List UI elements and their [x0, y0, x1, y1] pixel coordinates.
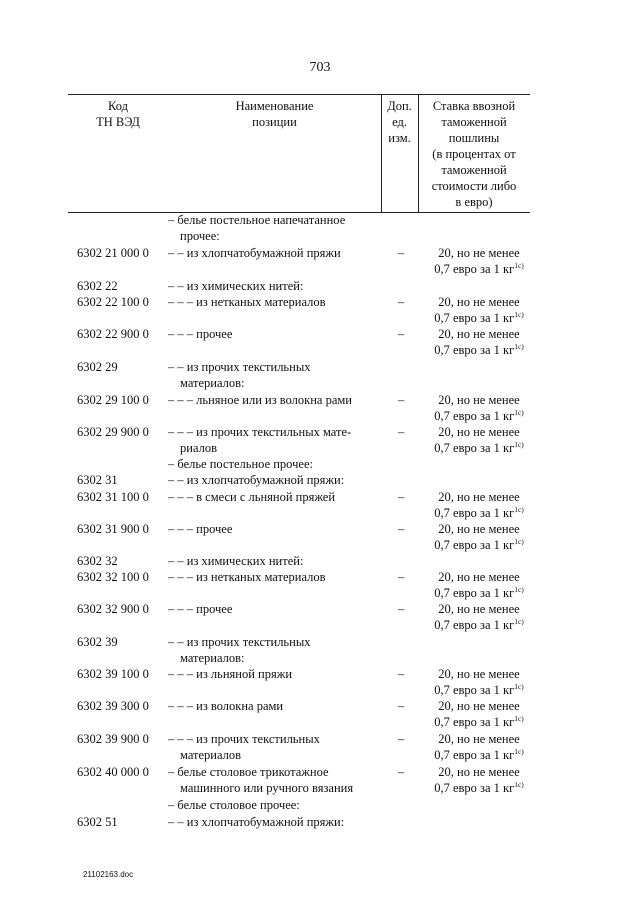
rate-footnote-mark: 1с)	[514, 341, 524, 351]
rate-line-2	[428, 714, 530, 730]
rate-line-2	[428, 505, 530, 521]
row-code: 6302 29	[77, 360, 118, 374]
row-description	[168, 359, 380, 391]
row-unit: –	[398, 570, 405, 584]
row-description-line: – – из химических нитей:	[168, 554, 304, 568]
row-description	[168, 797, 380, 813]
row-description-line: – – – из волокна рами	[168, 699, 284, 713]
header-rate-line: Ставка ввозной	[432, 99, 516, 113]
row-description-line: – – из прочих текстильных	[168, 635, 311, 649]
row-unit: –	[398, 765, 405, 779]
row-description-line: – белье столовое прочее:	[168, 798, 300, 812]
rate-footnote-mark: 1с)	[514, 584, 524, 594]
row-rate	[428, 245, 530, 277]
row-code: 6302 31 900 0	[77, 522, 149, 536]
row-rate	[428, 489, 530, 521]
header-unit-line: Доп.	[387, 99, 412, 113]
header-rate-line: таможенной	[441, 115, 507, 129]
row-description	[168, 764, 380, 796]
rate-amount: 0,7 евро за 1 кг	[434, 538, 515, 552]
header-unit	[381, 98, 418, 146]
row-code: 6302 29 900 0	[77, 425, 149, 439]
rate-line-1: 20, но не менее	[438, 522, 520, 536]
header-rate-line: стоимости либо	[431, 179, 517, 193]
rate-amount: 0,7 евро за 1 кг	[434, 506, 515, 520]
row-code: 6302 51	[77, 815, 118, 829]
rate-amount: 0,7 евро за 1 кг	[434, 262, 515, 276]
row-code: 6302 39 100 0	[77, 667, 149, 681]
row-description-line: – – – из прочих текстильных мате-	[168, 425, 352, 439]
row-rate	[428, 392, 530, 424]
row-rate	[428, 294, 530, 326]
rate-line-2	[428, 261, 530, 277]
row-code: 6302 32 100 0	[77, 570, 149, 584]
row-description-line: – – из хлопчатобумажной пряжи:	[168, 815, 345, 829]
header-unit-line: изм.	[388, 131, 411, 145]
header-rate-line: таможенной	[441, 163, 507, 177]
rate-footnote-mark: 1с)	[514, 779, 524, 789]
row-description-line: – – – в смеси с льняной пряжей	[168, 490, 336, 504]
row-code: 6302 22 100 0	[77, 295, 149, 309]
rate-line-1: 20, но не менее	[438, 295, 520, 309]
row-description-line: материалов:	[180, 651, 245, 665]
row-code: 6302 40 000 0	[77, 765, 149, 779]
row-code: 6302 39	[77, 635, 118, 649]
rate-amount: 0,7 евро за 1 кг	[434, 618, 515, 632]
rate-line-2	[428, 747, 530, 763]
rate-amount: 0,7 евро за 1 кг	[434, 409, 515, 423]
row-description-line: – – – льняное или из волокна рами	[168, 393, 352, 407]
row-description	[168, 731, 380, 763]
row-description-line: – – – из прочих текстильных	[168, 732, 320, 746]
header-name-line: позиции	[252, 115, 297, 129]
rate-footnote-mark: 1с)	[514, 681, 524, 691]
rate-line-2	[428, 585, 530, 601]
header-code-line: ТН ВЭД	[96, 115, 140, 129]
row-description-line: – – из химических нитей:	[168, 279, 304, 293]
rate-line-2	[428, 440, 530, 456]
row-code: 6302 39 900 0	[77, 732, 149, 746]
rate-line-2	[428, 537, 530, 553]
rate-footnote-mark: 1с)	[514, 536, 524, 546]
row-description	[168, 472, 380, 488]
row-description-line: – – – прочее	[168, 602, 233, 616]
row-description	[168, 424, 380, 456]
row-description	[168, 245, 380, 261]
row-rate	[428, 569, 530, 601]
rate-amount: 0,7 евро за 1 кг	[434, 748, 515, 762]
row-rate	[428, 764, 530, 796]
row-code: 6302 32 900 0	[77, 602, 149, 616]
row-description-line: материалов:	[180, 376, 245, 390]
rate-amount: 0,7 евро за 1 кг	[434, 683, 515, 697]
rate-amount: 0,7 евро за 1 кг	[434, 311, 515, 325]
row-description-line: – – из хлопчатобумажной пряжи:	[168, 473, 345, 487]
header-code	[68, 98, 168, 130]
row-description	[168, 521, 380, 537]
row-description-line: риалов	[180, 441, 217, 455]
rate-line-2	[428, 682, 530, 698]
row-description	[168, 698, 380, 714]
row-code: 6302 31 100 0	[77, 490, 149, 504]
rate-amount: 0,7 евро за 1 кг	[434, 586, 515, 600]
row-rate	[428, 521, 530, 553]
row-description	[168, 212, 380, 244]
row-rate	[428, 666, 530, 698]
rate-line-2	[428, 780, 530, 796]
rate-line-1: 20, но не менее	[438, 490, 520, 504]
rate-line-1: 20, но не менее	[438, 699, 520, 713]
rate-footnote-mark: 1с)	[514, 616, 524, 626]
row-code: 6302 22	[77, 279, 118, 293]
row-unit: –	[398, 667, 405, 681]
row-description	[168, 601, 380, 617]
row-unit: –	[398, 327, 405, 341]
rate-line-1: 20, но не менее	[438, 732, 520, 746]
row-description	[168, 326, 380, 342]
rate-line-1: 20, но не менее	[438, 667, 520, 681]
row-unit: –	[398, 425, 405, 439]
row-description	[168, 634, 380, 666]
rate-line-1: 20, но не менее	[438, 393, 520, 407]
row-description	[168, 456, 380, 472]
row-description-line: – белье постельное прочее:	[168, 457, 313, 471]
row-unit: –	[398, 246, 405, 260]
header-rate-line: пошлины	[448, 131, 500, 145]
row-description	[168, 278, 380, 294]
header-code-line: Код	[108, 99, 128, 113]
table-header	[68, 94, 530, 213]
row-rate	[428, 601, 530, 633]
row-unit: –	[398, 699, 405, 713]
row-rate	[428, 698, 530, 730]
rate-amount: 0,7 евро за 1 кг	[434, 441, 515, 455]
rate-footnote-mark: 1с)	[514, 713, 524, 723]
header-rate-line: в евро)	[455, 195, 493, 209]
rate-line-2	[428, 342, 530, 358]
row-unit: –	[398, 490, 405, 504]
rate-line-1: 20, но не менее	[438, 570, 520, 584]
rate-line-1: 20, но не менее	[438, 765, 520, 779]
rate-amount: 0,7 евро за 1 кг	[434, 781, 515, 795]
row-description-line: – – – из нетканых материалов	[168, 570, 326, 584]
row-unit: –	[398, 295, 405, 309]
row-code: 6302 31	[77, 473, 118, 487]
row-description	[168, 814, 380, 830]
row-description-line: – – – прочее	[168, 522, 233, 536]
row-description-line: машинного или ручного вязания	[180, 781, 354, 795]
header-unit-line: ед.	[392, 115, 407, 129]
page-number: 703	[309, 60, 331, 75]
rate-line-2	[428, 310, 530, 326]
rate-line-1: 20, но не менее	[438, 327, 520, 341]
row-description	[168, 569, 380, 585]
rate-amount: 0,7 евро за 1 кг	[434, 343, 515, 357]
row-rate	[428, 731, 530, 763]
row-description	[168, 294, 380, 310]
rate-amount: 0,7 евро за 1 кг	[434, 715, 515, 729]
rate-line-2	[428, 408, 530, 424]
row-code: 6302 39 300 0	[77, 699, 149, 713]
row-code: 6302 29 100 0	[77, 393, 149, 407]
rate-footnote-mark: 1с)	[514, 309, 524, 319]
footer-filename: 21102163.doc	[83, 870, 134, 879]
row-unit: –	[398, 393, 405, 407]
row-description-line: – – – из нетканых материалов	[168, 295, 326, 309]
rate-footnote-mark: 1с)	[514, 407, 524, 417]
rate-footnote-mark: 1с)	[514, 260, 524, 270]
row-description-line: – – из хлопчатобумажной пряжи	[168, 246, 341, 260]
rate-footnote-mark: 1с)	[514, 746, 524, 756]
row-code: 6302 22 900 0	[77, 327, 149, 341]
row-code: 6302 32	[77, 554, 118, 568]
rate-line-1: 20, но не менее	[438, 425, 520, 439]
header-name-line: Наименование	[235, 99, 314, 113]
row-description-line: – белье постельное напечатанное	[168, 213, 346, 227]
rate-line-2	[428, 617, 530, 633]
row-description	[168, 553, 380, 569]
row-description-line: – – – из льняной пряжи	[168, 667, 293, 681]
rate-footnote-mark: 1с)	[514, 504, 524, 514]
row-description-line: материалов	[180, 748, 242, 762]
rate-footnote-mark: 1с)	[514, 439, 524, 449]
row-rate	[428, 326, 530, 358]
row-description-line: прочее:	[180, 229, 220, 243]
row-description	[168, 392, 380, 408]
rate-line-1: 20, но не менее	[438, 246, 520, 260]
row-description-line: – – – прочее	[168, 327, 233, 341]
header-rate-line: (в процентах от	[432, 147, 516, 161]
row-description	[168, 666, 380, 682]
row-description	[168, 489, 380, 505]
row-code: 6302 21 000 0	[77, 246, 149, 260]
rate-line-1: 20, но не менее	[438, 602, 520, 616]
row-description-line: – – из прочих текстильных	[168, 360, 311, 374]
row-unit: –	[398, 522, 405, 536]
row-description-line: – белье столовое трикотажное	[168, 765, 329, 779]
header-name	[168, 98, 381, 130]
row-unit: –	[398, 602, 405, 616]
row-unit: –	[398, 732, 405, 746]
header-rate	[418, 98, 530, 210]
row-rate	[428, 424, 530, 456]
